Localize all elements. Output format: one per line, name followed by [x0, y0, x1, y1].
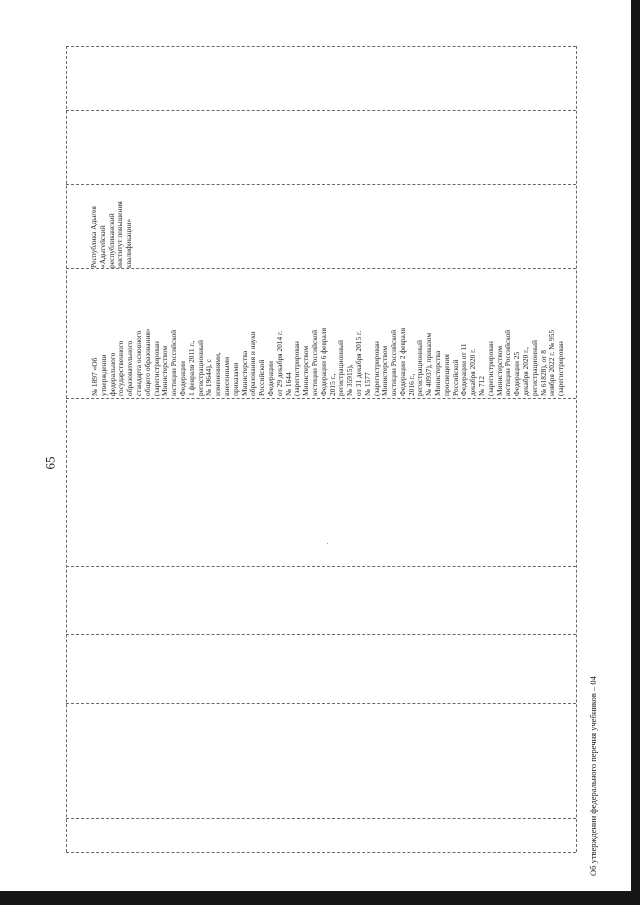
table-border-top: [66, 46, 576, 47]
cell-institute-text: Республика Адыгея «Адыгейский республиканский институт повышения квалификации»: [89, 201, 134, 268]
table-column-divider: [66, 268, 576, 269]
scan-speck: [327, 543, 328, 544]
table-border-bottom: [66, 852, 576, 853]
table-column-divider: [66, 634, 576, 635]
table-column-divider: [66, 398, 576, 399]
table-border-left: [66, 46, 67, 852]
table-column-divider: [66, 110, 576, 111]
document-footer: Об утверждении федерального перечня учебников – 04: [588, 676, 598, 876]
scan-edge-bottom: [0, 891, 640, 905]
table-column-divider: [66, 703, 576, 704]
table-column-divider: [66, 184, 576, 185]
cell-order-text: № 1897 «Об утверждении федерального государственного образовательного стандарта основного общего образования» (зарегистрирован Министерством юстиции Российской Федерации 1 февраля 2011 г., регистрационный № 19644), с изменениями, внесенными приказами Министерства образования и науки Российской Федерации от 29 декабря 2014 г. № 1644 (зарегистрирован Министерством юстиции Российской Федерации 6 февраля 2015 г., регистрационный № 35915), от 31 декабря 2015 г. № 1577 (зарегистрирован Министерством юстиции Российской Федерации 2 февраля 2016 г., регистрационный № 40937), приказом Министерства просвещения Российской Федерации от 11 декабря 2020 г. № 712 (зарегистрирован Министерством юстиции Российской Федерации 25 декабря 2020 г., регистрационный № 61828), от 8 ноября 2022 г. № 955 (зарегистрирован: [90, 328, 566, 396]
table-border-right: [576, 46, 577, 852]
table-column-divider: [66, 818, 576, 819]
table-column-divider: [66, 566, 576, 567]
page-number: 65: [42, 456, 58, 470]
scan-edge-right: [631, 0, 640, 905]
